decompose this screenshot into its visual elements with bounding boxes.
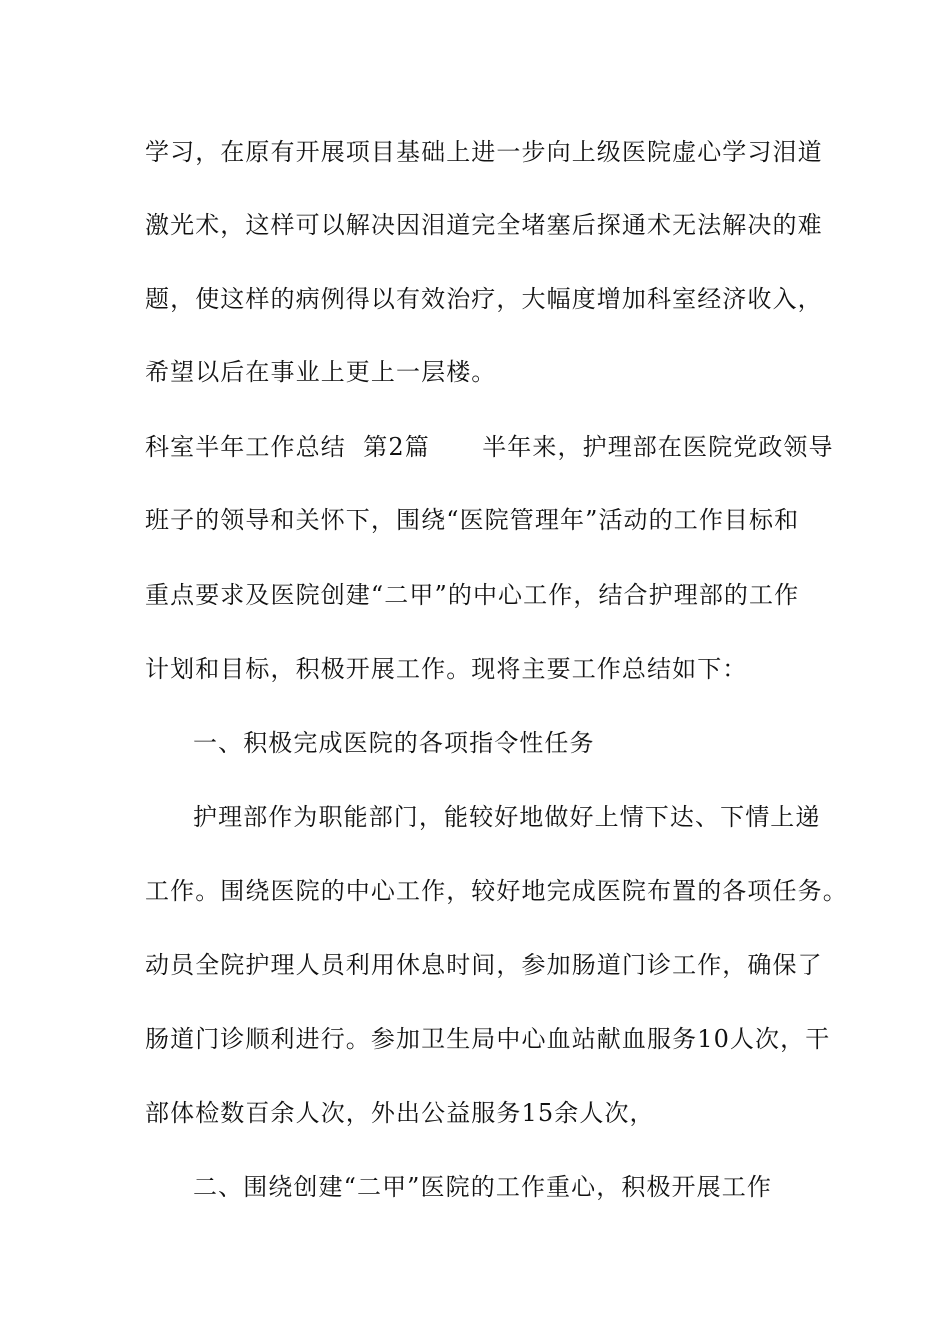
text-line: 学习，在原有开展项目基础上进一步向上级医院虚心学习泪道 xyxy=(145,138,823,166)
paragraph-start-line: 护理部作为职能部门，能较好地做好上情下达、下情上递 xyxy=(193,803,821,831)
text-line: 激光术，这样可以解决因泪道完全堵塞后探通术无法解决的难 xyxy=(145,211,823,239)
text-line: 工作。围绕医院的中心工作，较好地完成医院布置的各项任务。 xyxy=(145,877,848,905)
text-line: 题，使这样的病例得以有效治疗，大幅度增加科室经济收入， xyxy=(145,285,823,313)
text-line: 肠道门诊顺利进行。参加卫生局中心血站献血服务10人次，干 xyxy=(145,1025,831,1053)
text-line: 部体检数百余人次，外出公益服务15余人次， xyxy=(145,1099,655,1127)
subheading-1: 一、积极完成医院的各项指令性任务 xyxy=(193,729,595,757)
text-line: 班子的领导和关怀下，围绕“医院管理年”活动的工作目标和 xyxy=(145,506,800,534)
text-line: 希望以后在事业上更上一层楼。 xyxy=(145,358,497,386)
subheading-2: 二、围绕创建“二甲”医院的工作重心，积极开展工作 xyxy=(193,1173,772,1201)
text-line: 计划和目标，积极开展工作。现将主要工作总结如下： xyxy=(145,655,748,683)
text-line: 重点要求及医院创建“二甲”的中心工作，结合护理部的工作 xyxy=(145,581,800,609)
text-line: 动员全院护理人员利用休息时间，参加肠道门诊工作，确保了 xyxy=(145,951,823,979)
section-heading-line: 科室半年工作总结 第2篇 半年来，护理部在医院党政领导 xyxy=(145,433,834,461)
